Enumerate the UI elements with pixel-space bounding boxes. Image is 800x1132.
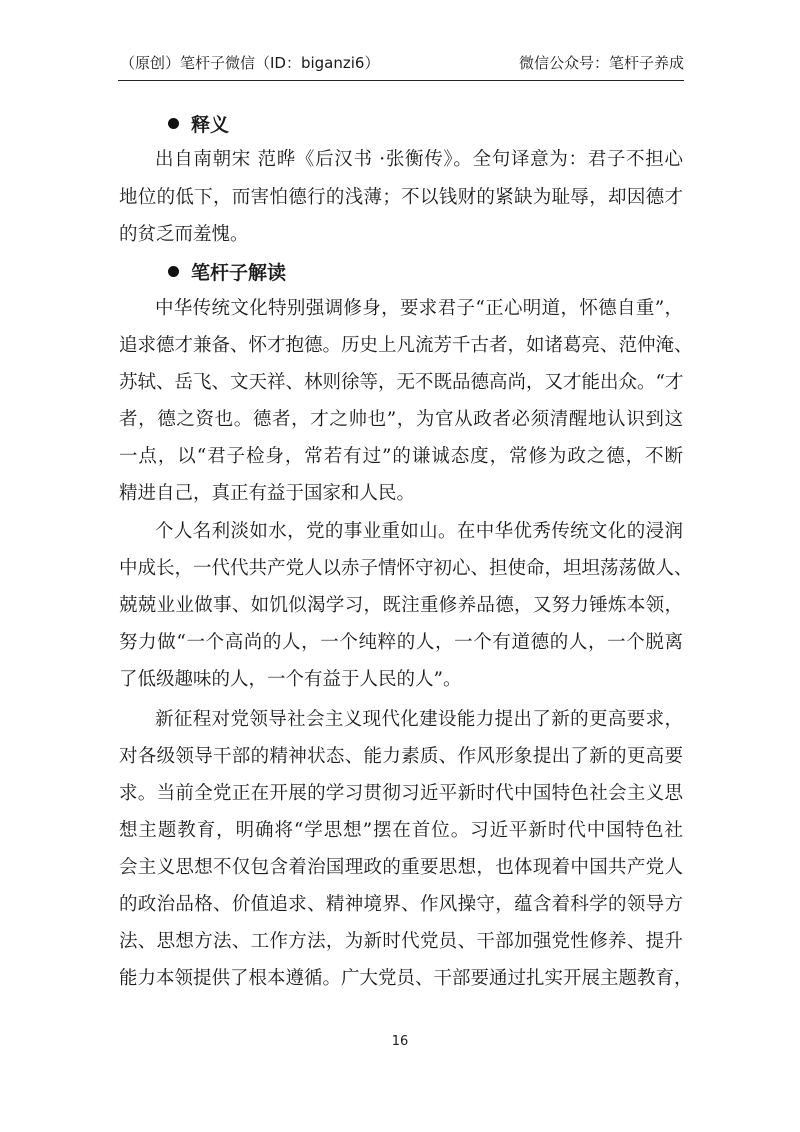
- heading-text: 笔杆子解读: [191, 262, 287, 284]
- paragraph-line: 中成长，一代代共产党人以赤子情怀守初心、担使命，坦坦荡荡做人、: [119, 558, 693, 579]
- paragraph-line: 个人名利淡如水，党的事业重如山。在中华优秀传统文化的浸润: [155, 521, 683, 542]
- paragraph-line: 的贫乏而羞愧。: [119, 224, 249, 245]
- paragraph-line: 了低级趣味的人，一个有益于人民的人”。: [119, 669, 462, 690]
- heading-text: 释义: [191, 114, 230, 136]
- page-number: 16: [391, 1034, 409, 1049]
- paragraph-line: 出自南朝宋 范晔《后汉书 ·张衡传》。全句译意为：君子不担心: [155, 149, 683, 170]
- paragraph-line: 追求德才兼备、怀才抱德。历史上凡流芳千古者，如诸葛亮、范仲淹、: [119, 335, 693, 356]
- paragraph-line: 能力本领提供了根本遵循。广大党员、干部要通过扎实开展主题教育，: [119, 968, 693, 989]
- paragraph-line: 对各级领导干部的精神状态、能力素质、作风形象提出了新的更高要: [119, 746, 683, 767]
- paragraph-line: 一点，以“君子检身，常若有过”的谦诚态度，常修为政之德，不断: [119, 446, 683, 467]
- paragraph-line: 地位的低下，而害怕德行的浅薄；不以钱财的紧缺为耻辱，却因德才: [119, 187, 683, 208]
- paragraph-line: 中华传统文化特别强调修身，要求君子“正心明道，怀德自重”，: [155, 298, 683, 319]
- paragraph-line: 者，德之资也。德者，才之帅也”，为官从政者必须清醒地认识到这: [119, 409, 683, 430]
- paragraph-line: 法、思想方法、工作方法，为新时代党员、干部加强党性修养、提升: [119, 931, 683, 952]
- header-left-text: （原创）笔杆子微信（ID：biganzi6）: [120, 54, 380, 72]
- bullet-icon: [168, 118, 179, 129]
- paragraph-line: 会主义思想不仅包含着治国理政的重要思想，也体现着中国共产党人: [119, 857, 683, 878]
- paragraph-line: 新征程对党领导社会主义现代化建设能力提出了新的更高要求，: [155, 709, 683, 730]
- page-header: [118, 40, 684, 81]
- paragraph-line: 求。当前全党正在开展的学习贯彻习近平新时代中国特色社会主义思: [119, 783, 683, 804]
- paragraph-line: 想主题教育，明确将“学思想”摆在首位。习近平新时代中国特色社: [119, 820, 683, 841]
- bullet-icon: [168, 266, 179, 277]
- paragraph-line: 努力做“一个高尚的人，一个纯粹的人，一个有道德的人，一个脱离: [119, 632, 683, 653]
- paragraph-line: 兢兢业业做事、如饥似渴学习，既注重修养品德，又努力锤炼本领，: [119, 595, 683, 616]
- header-right-text: 微信公众号：笔杆子养成: [518, 54, 684, 72]
- paragraph-line: 精进自己，真正有益于国家和人民。: [119, 483, 416, 504]
- paragraph-line: 的政治品格、价值追求、精神境界、作风操守，蕴含着科学的领导方: [119, 894, 683, 915]
- section-heading-jiedu: [168, 258, 286, 285]
- paragraph-line: 苏轼、岳飞、文天祥、林则徐等，无不既品德高尚，又才能出众。“才: [119, 372, 684, 393]
- section-heading-shiyi: [168, 110, 229, 137]
